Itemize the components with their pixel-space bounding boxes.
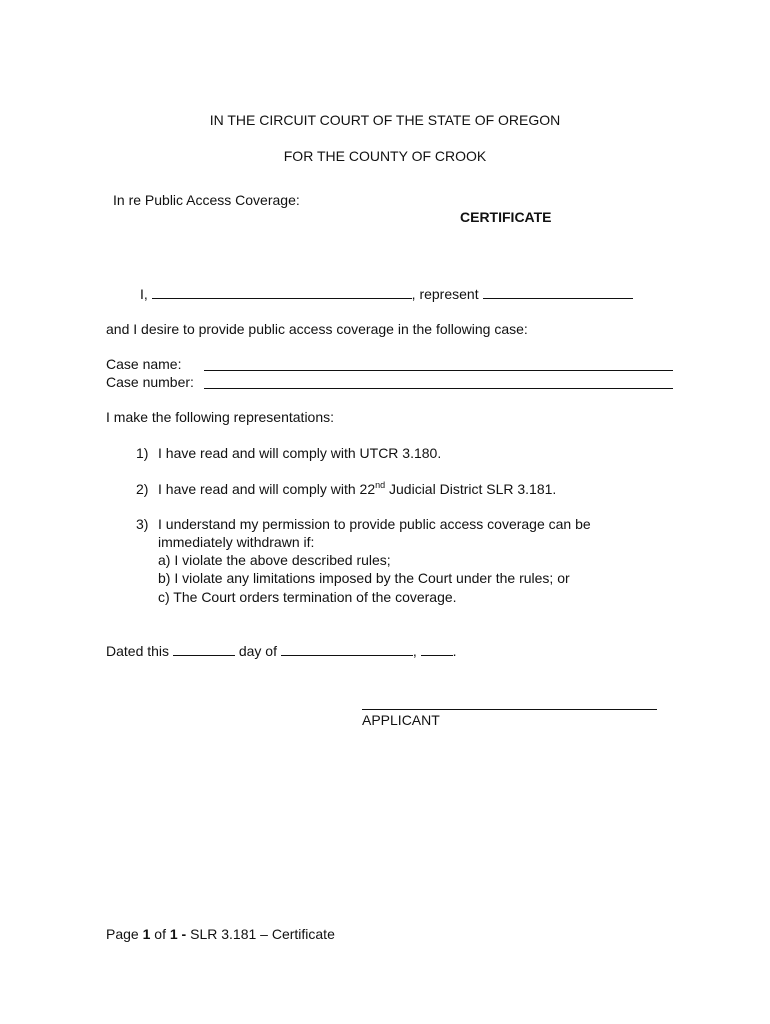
declarant-line (140, 284, 633, 303)
document-title: CERTIFICATE (460, 209, 552, 225)
representations-heading: I make the following representations: (106, 409, 335, 425)
case-name-blank[interactable] (204, 370, 673, 371)
represent-blank[interactable] (483, 284, 633, 299)
item-2-text (158, 480, 556, 498)
item-2-pre: I have read and will comply with 22 (158, 481, 376, 497)
footer-of-word: of (154, 926, 166, 942)
footer-page-total: 1 (169, 926, 178, 942)
dated-prefix: Dated this (106, 643, 170, 659)
item-1-number: 1) (136, 445, 149, 461)
footer-page-word: Page (106, 926, 139, 942)
item-2-post: Judicial District SLR 3.181. (385, 481, 557, 497)
footer-page-number: 1 (142, 926, 151, 942)
county-heading: FOR THE COUNTY OF CROOK (283, 148, 487, 164)
applicant-label: APPLICANT (362, 712, 440, 728)
signature-line[interactable] (362, 709, 657, 710)
sub-item-a: a) I violate the above described rules; (158, 552, 391, 568)
dated-period: . (452, 643, 457, 659)
day-blank[interactable] (173, 641, 235, 656)
item-2-ordinal: nd (375, 480, 386, 490)
footer-dash: - (181, 926, 187, 942)
item-3-number: 3) (136, 516, 149, 532)
day-of-text: day of (238, 643, 277, 659)
item-2-number: 2) (136, 481, 149, 497)
month-blank[interactable] (281, 641, 413, 656)
represent-text: , represent (411, 286, 479, 302)
case-name-label: Case name: (106, 356, 182, 372)
case-number-label: Case number: (106, 374, 194, 390)
intro-text: and I desire to provide public access coverage in the following case: (106, 321, 528, 337)
item-3-line-2: immediately withdrawn if: (158, 534, 315, 550)
name-blank[interactable] (152, 284, 412, 299)
dated-line (106, 641, 457, 660)
item-1-text: I have read and will comply with UTCR 3.180. (158, 445, 442, 461)
case-number-blank[interactable] (204, 388, 673, 389)
in-re-caption: In re Public Access Coverage: (113, 192, 300, 208)
item-3-line-1: I understand my permission to provide public access coverage can be (158, 516, 591, 532)
dated-comma: , (412, 643, 417, 659)
sub-item-b: b) I violate any limitations imposed by the Court under the rules; or (158, 570, 570, 586)
declarant-prefix: I, (140, 286, 148, 302)
court-heading: IN THE CIRCUIT COURT OF THE STATE OF OREGON (209, 112, 561, 128)
footer-doc-ref: SLR 3.181 – Certificate (190, 926, 335, 942)
year-blank[interactable] (421, 641, 453, 656)
page-footer (106, 925, 335, 943)
sub-item-c: c) The Court orders termination of the coverage. (158, 589, 457, 605)
